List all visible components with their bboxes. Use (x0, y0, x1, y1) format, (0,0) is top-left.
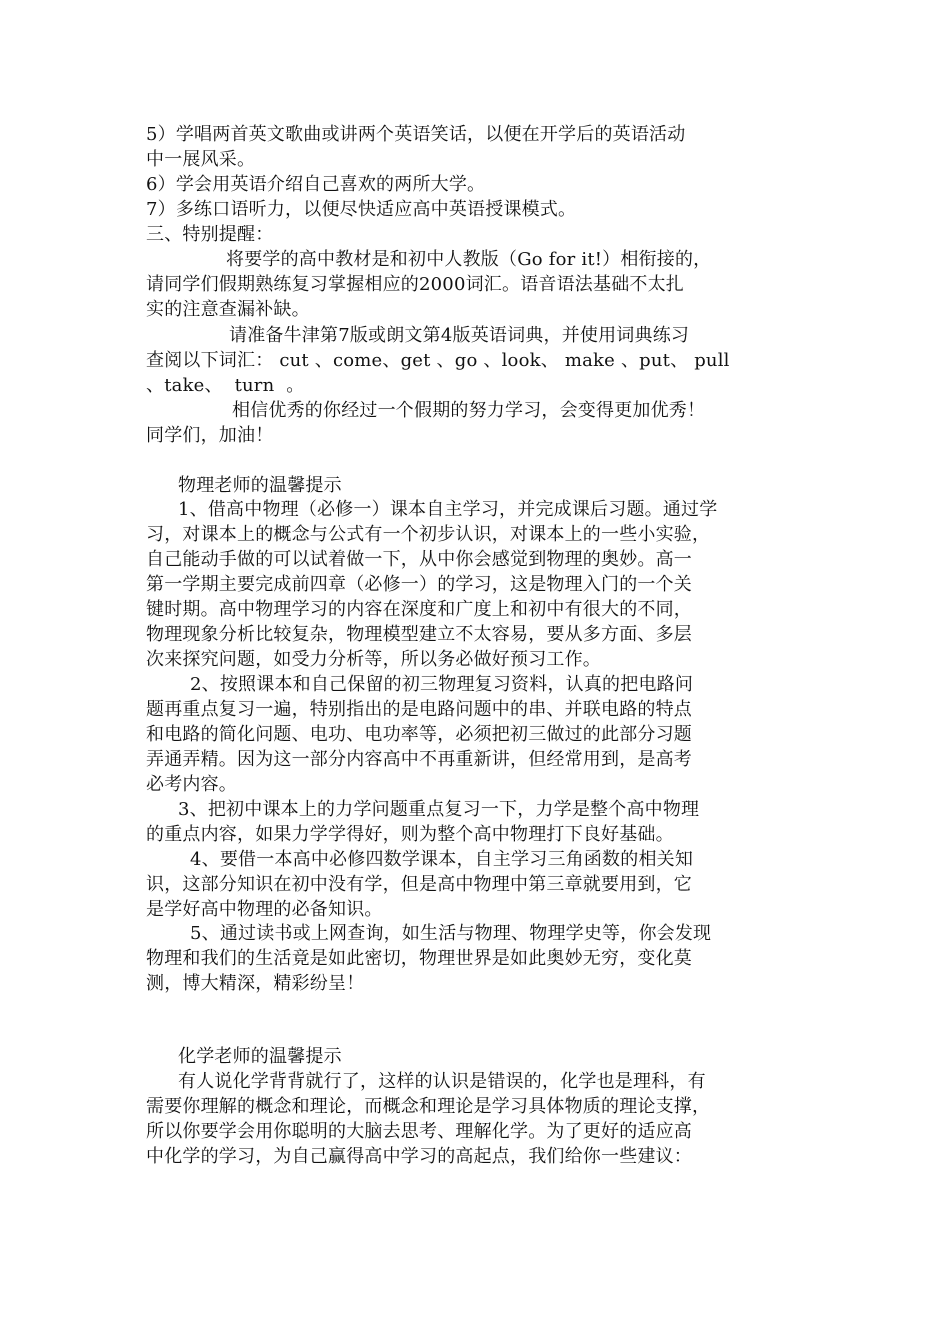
reminder-paragraph-2-line-1: 请准备牛津第7版或朗文第4版英语词典，并使用词典练习 (229, 325, 690, 346)
physics-item-1-line-2: 习，对课本上的概念与公式有一个初步认识，对课本上的一些小实验， (146, 524, 711, 545)
chemistry-paragraph-line-3: 所以你要学会用你聪明的大脑去思考、理解化学。为了更好的适应高 (146, 1121, 692, 1142)
chemistry-paragraph-line-4: 中化学的学习，为自己赢得高中学习的高起点，我们给你一些建议： (146, 1146, 692, 1167)
physics-item-1-line-1: 1、借高中物理（必修一）课本自主学习，并完成课后习题。通过学 (178, 499, 718, 520)
physics-item-1-line-6: 物理现象分析比较复杂，物理模型建立不太容易，要从多方面、多层 (146, 624, 692, 645)
reminder-paragraph-3-line-1: 相信优秀的你经过一个假期的努力学习，会变得更加优秀！ (232, 400, 706, 421)
physics-item-3-line-2: 的重点内容，如果力学学得好，则为整个高中物理打下良好基础。 (146, 824, 674, 845)
physics-item-5-line-1: 5、通过读书或上网查询，如生活与物理、物理学史等，你会发现 (190, 923, 712, 944)
english-item-5-line-2: 中一展风采。 (146, 149, 256, 170)
physics-item-4-line-2: 识，这部分知识在初中没有学，但是高中物理中第三章就要用到，它 (146, 874, 692, 895)
english-item-6: 6）学会用英语介绍自己喜欢的两所大学。 (146, 174, 486, 195)
physics-item-2-line-3: 和电路的简化问题、电功、电功率等，必须把初三做过的此部分习题 (146, 724, 692, 745)
physics-section-title: 物理老师的温馨提示 (178, 475, 342, 496)
physics-item-4-line-3: 是学好高中物理的必备知识。 (146, 899, 383, 920)
physics-item-1-line-4: 第一学期主要完成前四章（必修一）的学习，这是物理入门的一个关 (146, 574, 692, 595)
physics-item-2-line-4: 弄通弄精。因为这一部分内容高中不再重新讲，但经常用到，是高考 (146, 749, 692, 770)
chemistry-paragraph-line-2: 需要你理解的概念和理论，而概念和理论是学习具体物质的理论支撑， (146, 1096, 711, 1117)
reminder-paragraph-2-line-3: 、take、 turn 。 (146, 375, 305, 396)
english-item-5-line-1: 5）学唱两首英文歌曲或讲两个英语笑话，以便在开学后的英语活动 (146, 124, 686, 145)
physics-item-1-line-5: 键时期。高中物理学习的内容在深度和广度上和初中有很大的不同， (146, 599, 692, 620)
physics-item-5-line-3: 测，博大精深，精彩纷呈！ (146, 973, 365, 994)
chemistry-paragraph-line-1: 有人说化学背背就行了，这样的认识是错误的，化学也是理科，有 (178, 1071, 706, 1092)
physics-item-2-line-2: 题再重点复习一遍，特别指出的是电路问题中的串、并联电路的特点 (146, 699, 692, 720)
reminder-paragraph-1-line-1: 将要学的高中教材是和初中人教版（Go for it!）相衔接的， (226, 249, 712, 270)
english-item-7: 7）多练口语听力，以便尽快适应高中英语授课模式。 (146, 199, 577, 220)
special-reminder-heading: 三、特别提醒： (146, 224, 274, 245)
physics-item-5-line-2: 物理和我们的生活竟是如此密切，物理世界是如此奥妙无穷，变化莫 (146, 948, 692, 969)
physics-item-2-line-1: 2、按照课本和自己保留的初三物理复习资料，认真的把电路问 (190, 674, 694, 695)
chemistry-section-title: 化学老师的温馨提示 (178, 1046, 342, 1067)
physics-item-1-line-3: 自己能动手做的可以试着做一下，从中你会感觉到物理的奥妙。高一 (146, 549, 692, 570)
reminder-paragraph-1-line-3: 实的注意查漏补缺。 (146, 299, 310, 320)
physics-item-3-line-1: 3、把初中课本上的力学问题重点复习一下，力学是整个高中物理 (178, 799, 700, 820)
physics-item-2-line-5: 必考内容。 (146, 774, 237, 795)
physics-item-1-line-7: 次来探究问题，如受力分析等，所以务必做好预习工作。 (146, 649, 601, 670)
reminder-paragraph-2-line-2: 查阅以下词汇： cut 、come、get 、go 、look、 make 、put、 pull (146, 350, 730, 371)
reminder-paragraph-1-line-2: 请同学们假期熟练复习掌握相应的2000词汇。语音语法基础不太扎 (146, 274, 685, 295)
physics-item-4-line-1: 4、要借一本高中必修四数学课本，自主学习三角函数的相关知 (190, 849, 694, 870)
reminder-paragraph-3-line-2: 同学们，加油！ (146, 425, 274, 446)
